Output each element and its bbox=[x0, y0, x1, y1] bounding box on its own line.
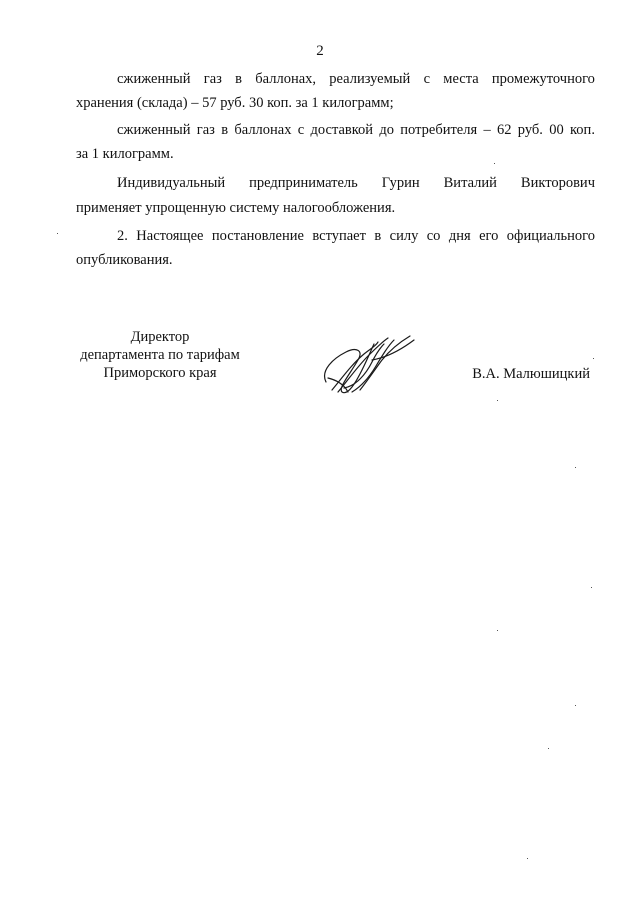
scan-speck bbox=[575, 705, 576, 706]
word: его bbox=[479, 228, 499, 244]
word: в bbox=[374, 228, 382, 244]
scan-speck bbox=[497, 630, 498, 631]
word: Виталий bbox=[443, 175, 497, 191]
word: силу bbox=[389, 228, 419, 244]
paragraph-3-line-2: применяет упрощенную систему налогообложения. bbox=[76, 200, 396, 216]
word: до bbox=[379, 122, 394, 138]
word: в bbox=[235, 71, 243, 87]
scan-speck bbox=[591, 587, 592, 588]
word: постановление bbox=[211, 228, 304, 244]
page-number: 2 bbox=[316, 43, 324, 59]
scan-speck bbox=[527, 858, 528, 859]
word: промежуточного bbox=[491, 71, 595, 87]
word: с bbox=[423, 71, 431, 87]
word: предприниматель bbox=[249, 175, 358, 191]
signatory-title-line-1: Директор bbox=[130, 329, 190, 345]
word: 00 bbox=[549, 122, 564, 138]
word: Настоящее bbox=[136, 228, 204, 244]
scan-speck bbox=[497, 400, 498, 401]
word: в bbox=[221, 122, 229, 138]
signatory-name: В.А. Малюшицкий bbox=[472, 366, 590, 382]
word: – bbox=[483, 122, 491, 138]
paragraph-2-line-1 bbox=[117, 121, 595, 139]
word: газ bbox=[203, 71, 222, 87]
word: сжиженный bbox=[117, 71, 191, 87]
scan-speck bbox=[548, 748, 549, 749]
scan-speck bbox=[575, 467, 576, 468]
word: газ bbox=[196, 122, 215, 138]
word: 62 bbox=[496, 122, 512, 138]
word: Индивидуальный bbox=[117, 175, 226, 191]
scan-speck bbox=[593, 358, 594, 359]
word: реализуемый bbox=[329, 71, 411, 87]
word: дня bbox=[448, 228, 471, 244]
paragraph-1-line-2: хранения (склада) – 57 руб. 30 коп. за 1 килограмм; bbox=[76, 95, 394, 111]
paragraph-4-line-1 bbox=[117, 227, 595, 245]
word: баллонах bbox=[234, 122, 292, 138]
signatory-title-line-2: департамента по тарифам bbox=[80, 347, 240, 363]
word: 2. bbox=[117, 228, 128, 244]
word: места bbox=[443, 71, 479, 87]
word: Гурин bbox=[381, 175, 420, 191]
signatory-title-line-3: Приморского края bbox=[103, 365, 217, 381]
handwritten-signature bbox=[312, 330, 422, 400]
word: со bbox=[426, 228, 441, 244]
word: руб. bbox=[517, 122, 543, 138]
paragraph-4-line-2: опубликования. bbox=[76, 252, 173, 268]
word: Викторович bbox=[520, 175, 595, 191]
word: официального bbox=[506, 228, 595, 244]
word: сжиженный bbox=[117, 122, 191, 138]
scan-speck bbox=[57, 233, 58, 234]
paragraph-2-line-2: за 1 килограмм. bbox=[76, 146, 174, 162]
paragraph-3-line-1 bbox=[117, 174, 595, 192]
word: потребителя bbox=[400, 122, 478, 138]
word: баллонах, bbox=[255, 71, 317, 87]
word: вступает bbox=[312, 228, 366, 244]
word: доставкой bbox=[310, 122, 374, 138]
paragraph-1-line-1 bbox=[117, 70, 595, 88]
word: с bbox=[297, 122, 305, 138]
scan-speck bbox=[494, 163, 495, 164]
word: коп. bbox=[570, 122, 595, 138]
